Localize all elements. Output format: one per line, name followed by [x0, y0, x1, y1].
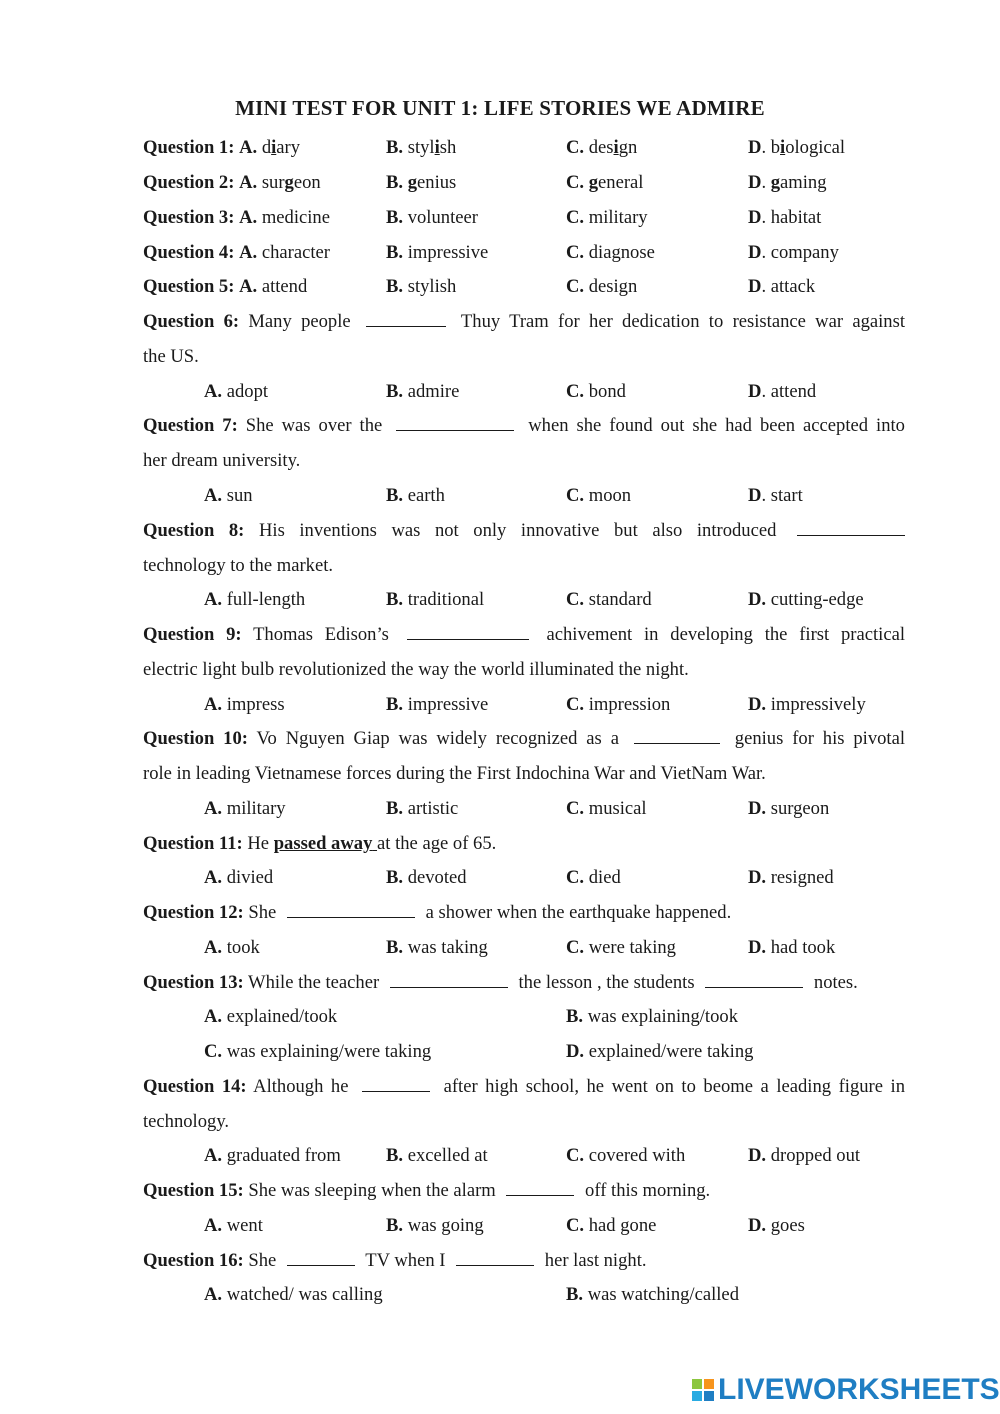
question-11-stem: Question 11: He passed away at the age of 65.: [143, 833, 497, 854]
q2-option-c[interactable]: C. general: [566, 172, 644, 193]
question-7-stem: Question 7: She was over the when she found out she had been accepted into: [143, 410, 905, 442]
q13-label: Question 13:: [143, 972, 244, 993]
q4-option-c[interactable]: C. diagnose: [566, 242, 655, 263]
question-6-stem: Question 6: Many people Thuy Tram for her dedication to resistance war against: [143, 306, 905, 338]
q16-label: Question 16:: [143, 1250, 244, 1271]
q3-option-b[interactable]: B. volunteer: [386, 207, 478, 228]
q11-underlined-phrase: passed away: [273, 833, 373, 854]
q13-option-d[interactable]: D. explained/were taking: [566, 1041, 754, 1062]
q6-option-c[interactable]: C. bond: [566, 381, 626, 402]
q15-option-b[interactable]: B. was going: [386, 1215, 484, 1236]
question-1: [143, 132, 905, 164]
q10-blank[interactable]: [634, 723, 720, 744]
q16-option-b[interactable]: B. was watching/called: [566, 1284, 739, 1305]
q4-option-d[interactable]: D. company: [748, 242, 839, 263]
q15-blank[interactable]: [506, 1175, 574, 1196]
q12-blank[interactable]: [287, 897, 415, 918]
question-12-stem: Question 12: She a shower when the earthquake happened.: [143, 897, 905, 929]
question-15-stem: Question 15: She was sleeping when the alarm off this morning.: [143, 1175, 905, 1207]
q7-label: Question 7:: [143, 415, 238, 436]
q3-label: Question 3:: [143, 207, 235, 228]
page-title: MINI TEST FOR UNIT 1: LIFE STORIES WE ADMIRE: [235, 96, 765, 120]
question-12-options: [143, 932, 905, 964]
q12-label: Question 12:: [143, 902, 244, 923]
q6-option-a[interactable]: A. adopt: [204, 381, 269, 402]
q14-label: Question 14:: [143, 1076, 247, 1097]
q5-label: Question 5:: [143, 276, 235, 297]
q15-option-c[interactable]: C. had gone: [566, 1215, 657, 1236]
q7-option-b[interactable]: B. earth: [386, 485, 445, 506]
question-8-stem: Question 8: His inventions was not only innovative but also introduced: [143, 515, 905, 547]
q14-blank[interactable]: [362, 1071, 430, 1092]
q9-option-c[interactable]: C. impression: [566, 694, 671, 715]
q8-option-b[interactable]: B. traditional: [386, 589, 485, 610]
q6-label: Question 6:: [143, 311, 240, 332]
q15-option-d[interactable]: D. goes: [748, 1215, 805, 1236]
q14-option-a[interactable]: A. graduated from: [204, 1145, 341, 1166]
q12-option-a[interactable]: A. took: [204, 937, 260, 958]
q1-label: Question 1:: [143, 137, 235, 158]
q5-option-c[interactable]: C. design: [566, 276, 638, 297]
q13-option-a[interactable]: A. explained/took: [204, 1006, 338, 1027]
question-16-options: [143, 1279, 905, 1311]
q12-option-c[interactable]: C. were taking: [566, 937, 676, 958]
q2-label: Question 2:: [143, 172, 235, 193]
question-10-options: [143, 793, 905, 825]
q4-option-a[interactable]: Question 4: A. character: [143, 242, 330, 263]
q11-option-a[interactable]: A. divied: [204, 867, 274, 888]
q7-blank[interactable]: [396, 410, 514, 431]
q10-option-c[interactable]: C. musical: [566, 798, 647, 819]
question-16-stem: Question 16: She TV when I her last night.: [143, 1245, 905, 1277]
q11-option-c[interactable]: C. died: [566, 867, 621, 888]
q9-option-d[interactable]: D. impressively: [748, 694, 866, 715]
q5-option-b[interactable]: B. stylish: [386, 276, 457, 297]
q2-option-d[interactable]: D. gaming: [748, 172, 827, 193]
q9-option-b[interactable]: B. impressive: [386, 694, 489, 715]
q16-option-a[interactable]: A. watched/ was calling: [204, 1284, 383, 1305]
q15-option-a[interactable]: A. went: [204, 1215, 263, 1236]
q12-option-d[interactable]: D. had took: [748, 937, 836, 958]
q8-option-c[interactable]: C. standard: [566, 589, 652, 610]
q9-label: Question 9:: [143, 624, 242, 645]
question-14-stem: Question 14: Although he after high school, he went on to beome a leading figure in: [143, 1071, 905, 1103]
question-6-stem-cont: the US.: [143, 346, 199, 367]
q9-blank[interactable]: [407, 619, 529, 640]
question-10-stem: Question 10: Vo Nguyen Giap was widely recognized as a genius for his pivotal: [143, 723, 905, 755]
q8-label: Question 8:: [143, 520, 245, 541]
q5-option-a[interactable]: Question 5: A. attend: [143, 276, 308, 297]
q13-blank-1[interactable]: [390, 967, 508, 988]
q13-blank-2[interactable]: [705, 967, 803, 988]
q11-option-d[interactable]: D. resigned: [748, 867, 834, 888]
q11-label: Question 11:: [143, 833, 243, 854]
question-10-stem-cont: role in leading Vietnamese forces during the First Indochina War and VietNam War.: [143, 763, 766, 784]
q9-option-a[interactable]: A. impress: [204, 694, 285, 715]
q8-blank[interactable]: [797, 515, 905, 536]
liveworksheets-logo-icon: [692, 1379, 714, 1401]
q2-option-a[interactable]: Question 2: A. surgeon: [143, 172, 321, 193]
q7-option-d[interactable]: D. start: [748, 485, 803, 506]
q15-label: Question 15:: [143, 1180, 244, 1201]
question-9-stem-cont: electric light bulb revolutionized the way the world illuminated the night.: [143, 659, 689, 680]
question-14-options: [143, 1140, 905, 1172]
q13-option-b[interactable]: B. was explaining/took: [566, 1006, 738, 1027]
question-9-stem: Question 9: Thomas Edison’s achivement in developing the first practical: [143, 619, 905, 651]
question-5: [143, 271, 905, 303]
question-7-stem-cont: her dream university.: [143, 450, 301, 471]
q6-option-d[interactable]: D. attend: [748, 381, 817, 402]
question-8-options: [143, 584, 905, 616]
question-4: [143, 237, 905, 269]
q3-option-c[interactable]: C. military: [566, 207, 648, 228]
q4-option-b[interactable]: B. impressive: [386, 242, 489, 263]
q10-option-b[interactable]: B. artistic: [386, 798, 459, 819]
q7-option-a[interactable]: A. sun: [204, 485, 253, 506]
q7-option-c[interactable]: C. moon: [566, 485, 632, 506]
q2-option-b[interactable]: B. genius: [386, 172, 457, 193]
q16-blank-1[interactable]: [287, 1245, 355, 1266]
q1-option-b[interactable]: B. stylish: [386, 137, 457, 158]
q5-option-d[interactable]: D. attack: [748, 276, 816, 297]
q16-blank-2[interactable]: [456, 1245, 534, 1266]
question-3: [143, 202, 905, 234]
question-13-options-row-2: [143, 1036, 905, 1068]
q1-option-c[interactable]: C. design: [566, 137, 638, 158]
q3-option-d[interactable]: D. habitat: [748, 207, 822, 228]
question-7-options: [143, 480, 905, 512]
question-2: [143, 167, 905, 199]
q4-label: Question 4:: [143, 242, 235, 263]
q12-option-b[interactable]: B. was taking: [386, 937, 488, 958]
q8-option-a[interactable]: A. full-length: [204, 589, 306, 610]
question-13-stem: Question 13: While the teacher the lesson , the students notes.: [143, 967, 905, 999]
question-6-options: [143, 376, 905, 408]
q1-option-a[interactable]: Question 1: A. diary: [143, 137, 301, 158]
q8-option-d[interactable]: D. cutting-edge: [748, 589, 864, 610]
q10-label: Question 10:: [143, 728, 248, 749]
question-13-options-row-1: [143, 1001, 905, 1033]
q11-option-b[interactable]: B. devoted: [386, 867, 467, 888]
question-9-options: [143, 689, 905, 721]
q14-option-c[interactable]: C. covered with: [566, 1145, 686, 1166]
liveworksheets-logo[interactable]: [692, 1372, 1000, 1408]
q6-option-b[interactable]: B. admire: [386, 381, 460, 402]
q13-option-c[interactable]: C. was explaining/were taking: [204, 1041, 432, 1062]
question-11-options: [143, 862, 905, 894]
question-14-stem-cont: technology.: [143, 1111, 230, 1132]
liveworksheets-logo-text: LIVEWORKSHEETS: [718, 1373, 1000, 1406]
question-8-stem-cont: technology to the market.: [143, 555, 334, 576]
q14-option-b[interactable]: B. excelled at: [386, 1145, 488, 1166]
q6-blank[interactable]: [366, 306, 446, 327]
q10-option-a[interactable]: A. military: [204, 798, 286, 819]
q3-option-a[interactable]: Question 3: A. medicine: [143, 207, 330, 228]
q1-option-d[interactable]: D. biological: [748, 137, 846, 158]
q10-option-d[interactable]: D. surgeon: [748, 798, 830, 819]
question-15-options: [143, 1210, 905, 1242]
q14-option-d[interactable]: D. dropped out: [748, 1145, 861, 1166]
